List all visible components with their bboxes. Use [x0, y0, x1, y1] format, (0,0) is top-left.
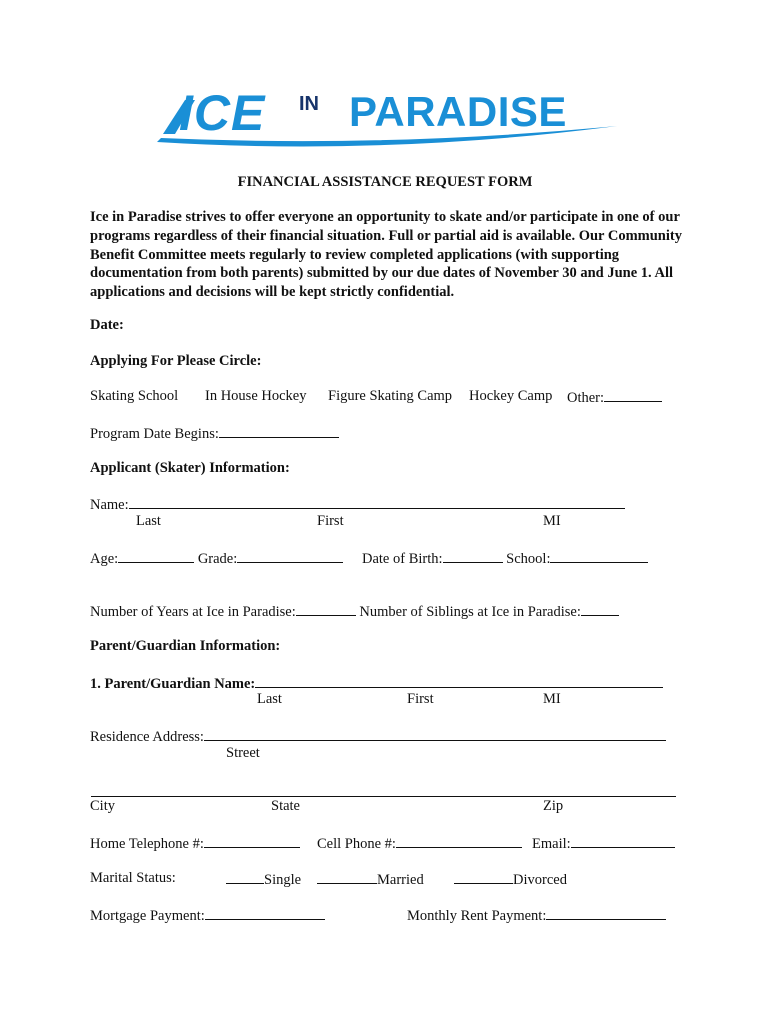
applicant-name-row [90, 495, 625, 514]
logo-ice-text: ICE [179, 85, 266, 141]
program-option-other [567, 388, 662, 407]
grade-field[interactable] [237, 549, 343, 563]
email-label: Email: [532, 836, 571, 852]
email-row [532, 834, 675, 853]
dob-label: Date of Birth: [362, 551, 443, 567]
program-option-skating-school[interactable]: Skating School [90, 388, 179, 404]
program-date-label: Program Date Begins: [90, 426, 219, 442]
ice-in-paradise-logo [155, 84, 620, 154]
home-phone-field[interactable] [204, 834, 300, 848]
parent-heading: Parent/Guardian Information: [90, 638, 281, 654]
parent-name-field[interactable] [255, 674, 663, 688]
logo-paradise-text: PARADISE [349, 88, 567, 135]
age-field[interactable] [118, 549, 194, 563]
state-label: State [271, 798, 300, 814]
form-title: FINANCIAL ASSISTANCE REQUEST FORM [237, 174, 533, 190]
name-label: Name: [90, 497, 129, 513]
email-field[interactable] [571, 834, 675, 848]
program-date-row [90, 424, 339, 443]
grade-label: Grade: [197, 551, 238, 567]
program-option-figure-skating-camp[interactable]: Figure Skating Camp [328, 388, 453, 404]
street-label: Street [226, 745, 260, 761]
cell-phone-label: Cell Phone #: [317, 836, 396, 852]
program-date-field[interactable] [219, 424, 339, 438]
parent-sub-mi: MI [543, 691, 561, 707]
parent-sub-last: Last [257, 691, 282, 707]
logo-in-text: IN [299, 93, 319, 115]
program-option-hockey-camp[interactable]: Hockey Camp [469, 388, 553, 404]
residence-label: Residence Address: [90, 729, 204, 745]
applicant-name-field[interactable] [129, 495, 625, 509]
years-siblings-row [90, 602, 619, 621]
years-label: Number of Years at Ice in Paradise: [90, 604, 296, 620]
dob-school-row [362, 549, 648, 568]
siblings-field[interactable] [581, 602, 619, 616]
rent-field[interactable] [546, 906, 666, 920]
parent-name-row [90, 674, 663, 693]
age-label: Age: [90, 551, 119, 567]
city-state-zip-field[interactable] [91, 783, 676, 797]
name-sub-first: First [317, 513, 344, 529]
mortgage-row [90, 906, 325, 925]
single-option [226, 870, 301, 889]
date-label: Date: [90, 317, 124, 333]
city-label: City [90, 798, 115, 814]
school-field[interactable] [550, 549, 648, 563]
school-label: School: [506, 551, 551, 567]
married-option [317, 870, 424, 889]
name-sub-mi: MI [543, 513, 561, 529]
divorced-field[interactable] [454, 870, 513, 884]
marital-status-label: Marital Status: [90, 870, 176, 886]
dob-field[interactable] [443, 549, 503, 563]
home-phone-row [90, 834, 300, 853]
rent-row [407, 906, 666, 925]
cell-phone-row [317, 834, 522, 853]
married-field[interactable] [317, 870, 377, 884]
zip-label: Zip [543, 798, 564, 814]
age-grade-row [90, 549, 343, 568]
parent-sub-first: First [407, 691, 434, 707]
mortgage-label: Mortgage Payment: [90, 908, 205, 924]
divorced-label: Divorced [513, 872, 567, 888]
applying-for-label: Applying For Please Circle: [90, 353, 262, 369]
single-label: Single [264, 872, 302, 888]
home-phone-label: Home Telephone #: [90, 836, 204, 852]
residence-row [90, 727, 666, 746]
mortgage-field[interactable] [205, 906, 325, 920]
other-field[interactable] [604, 388, 662, 402]
years-field[interactable] [296, 602, 356, 616]
single-field[interactable] [226, 870, 264, 884]
cell-phone-field[interactable] [396, 834, 522, 848]
intro-paragraph: Ice in Paradise strives to offer everyone an opportunity to skate and/or participate in one of our programs regardless of their financial situation. Full or partial aid is available. Our Community Benefit Committee meets regularly to review completed applications (with supporting documentation from both parents) submitted by our due dates of November 30 and June 1. All applications and decisions will be kept strictly confidential. [90, 209, 682, 301]
program-option-in-house-hockey[interactable]: In House Hockey [205, 388, 307, 404]
applicant-heading: Applicant (Skater) Information: [90, 460, 290, 476]
married-label: Married [377, 872, 424, 888]
divorced-option [454, 870, 567, 889]
siblings-label: Number of Siblings at Ice in Paradise: [359, 604, 581, 620]
name-sub-last: Last [136, 513, 161, 529]
rent-label: Monthly Rent Payment: [407, 908, 547, 924]
parent-name-label: 1. Parent/Guardian Name: [90, 676, 256, 692]
other-label: Other: [567, 390, 605, 406]
residence-field[interactable] [204, 727, 666, 741]
